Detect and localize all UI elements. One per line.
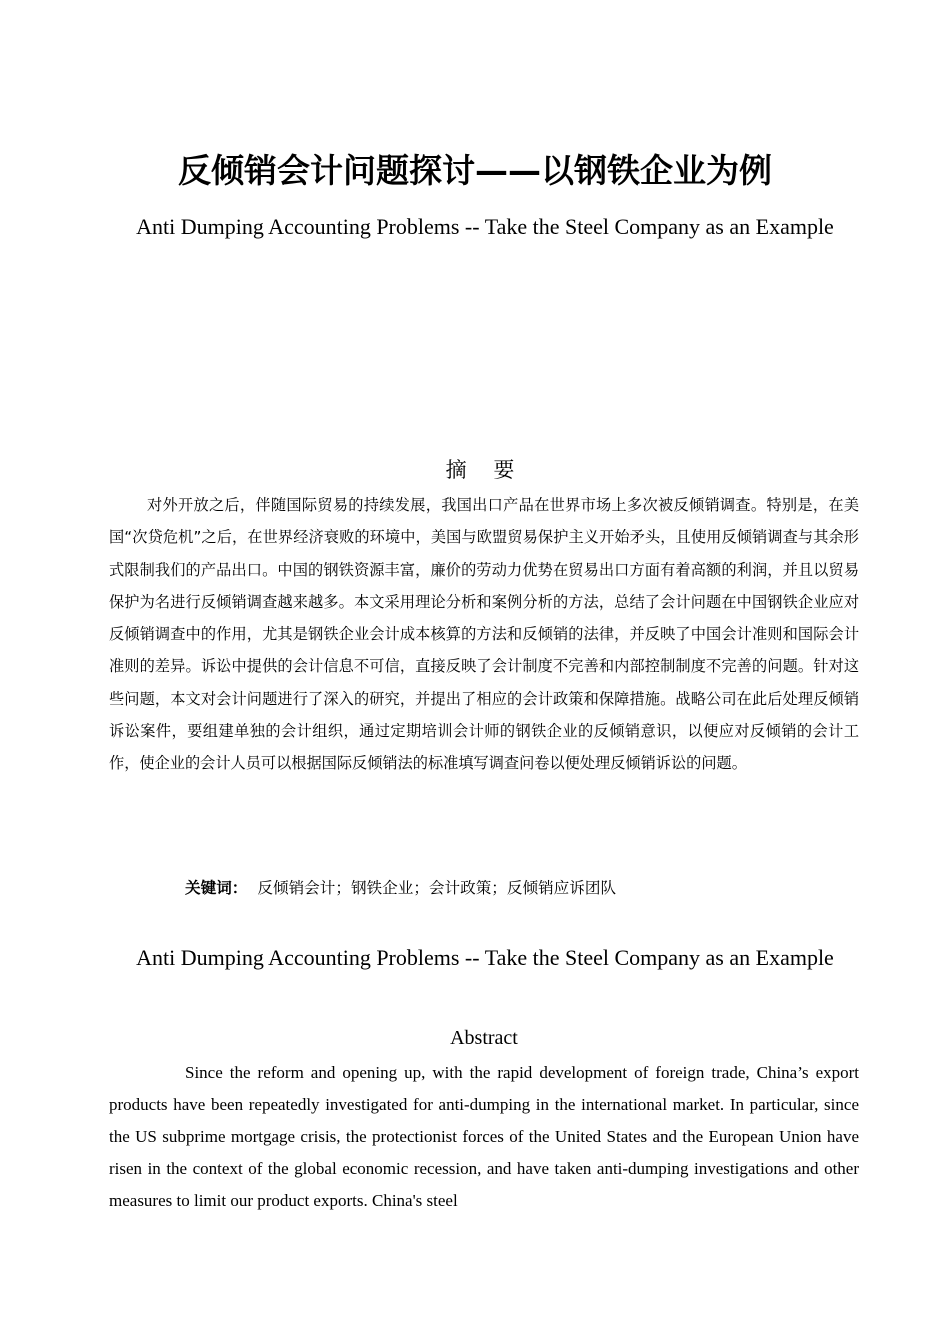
english-abstract-heading: Abstract xyxy=(450,1027,518,1049)
keywords-label: 关键词： xyxy=(185,879,248,897)
english-title: Anti Dumping Accounting Problems -- Take the Steel Company as an Example xyxy=(136,214,834,239)
chinese-abstract-body: 对外开放之后，伴随国际贸易的持续发展，我国出口产品在世界市场上多次被反倾销调查。特别是，在美国“次贷危机”之后，在世界经济衰败的环境中，美国与欧盟贸易保护主义开始矛头，且使用反倾销调查与其余形式限制我们的产品出口。中国的钢铁资源丰富，廉价的劳动力优势在贸易出口方面有着高额的利润，并且以贸易保护为名进行反倾销调查越来越多。本文采用理论分析和案例分析的方法，总结了会计问题在中国钢铁企业应对反倾销调查中的作用，尤其是钢铁企业会计成本核算的方法和反倾销的法律，并反映了中国会计准则和国际会计准则的差异。诉讼中提供的会计信息不可信，直接反映了会计制度不完善和内部控制制度不完善的问题。针对这些问题，本文对会计问题进行了深入的研究，并提出了相应的会计政策和保障措施。战略公司在此后处理反倾销诉讼案件，要组建单独的会计组织，通过定期培训会计师的钢铁企业的反倾销意识，以便应对反倾销的会计工作，使企业的会计人员可以根据国际反倾销法的标准填写调查问卷以便处理反倾销诉讼的问题。 xyxy=(109,496,859,773)
keywords-text: 反倾销会计；钢铁企业；会计政策；反倾销应诉团队 xyxy=(257,879,617,897)
chinese-title: 反倾销会计问题探讨——以钢铁企业为例 xyxy=(178,151,772,190)
chinese-abstract-heading: 摘 要 xyxy=(445,458,525,482)
english-abstract-body: Since the reform and opening up, with the rapid development of foreign trade, China’s export products have been repeatedly investigated for anti-dumping in the international market. In particular, since the US subprime mortgage crisis, the protectionist forces of the United States and the European Union have risen in the context of the global economic recession, and have taken anti-dumping investigations and other measures to limit our product exports. China's steel xyxy=(109,1063,859,1210)
english-title-repeat: Anti Dumping Accounting Problems -- Take the Steel Company as an Example xyxy=(136,945,834,970)
keywords-line xyxy=(185,875,835,901)
